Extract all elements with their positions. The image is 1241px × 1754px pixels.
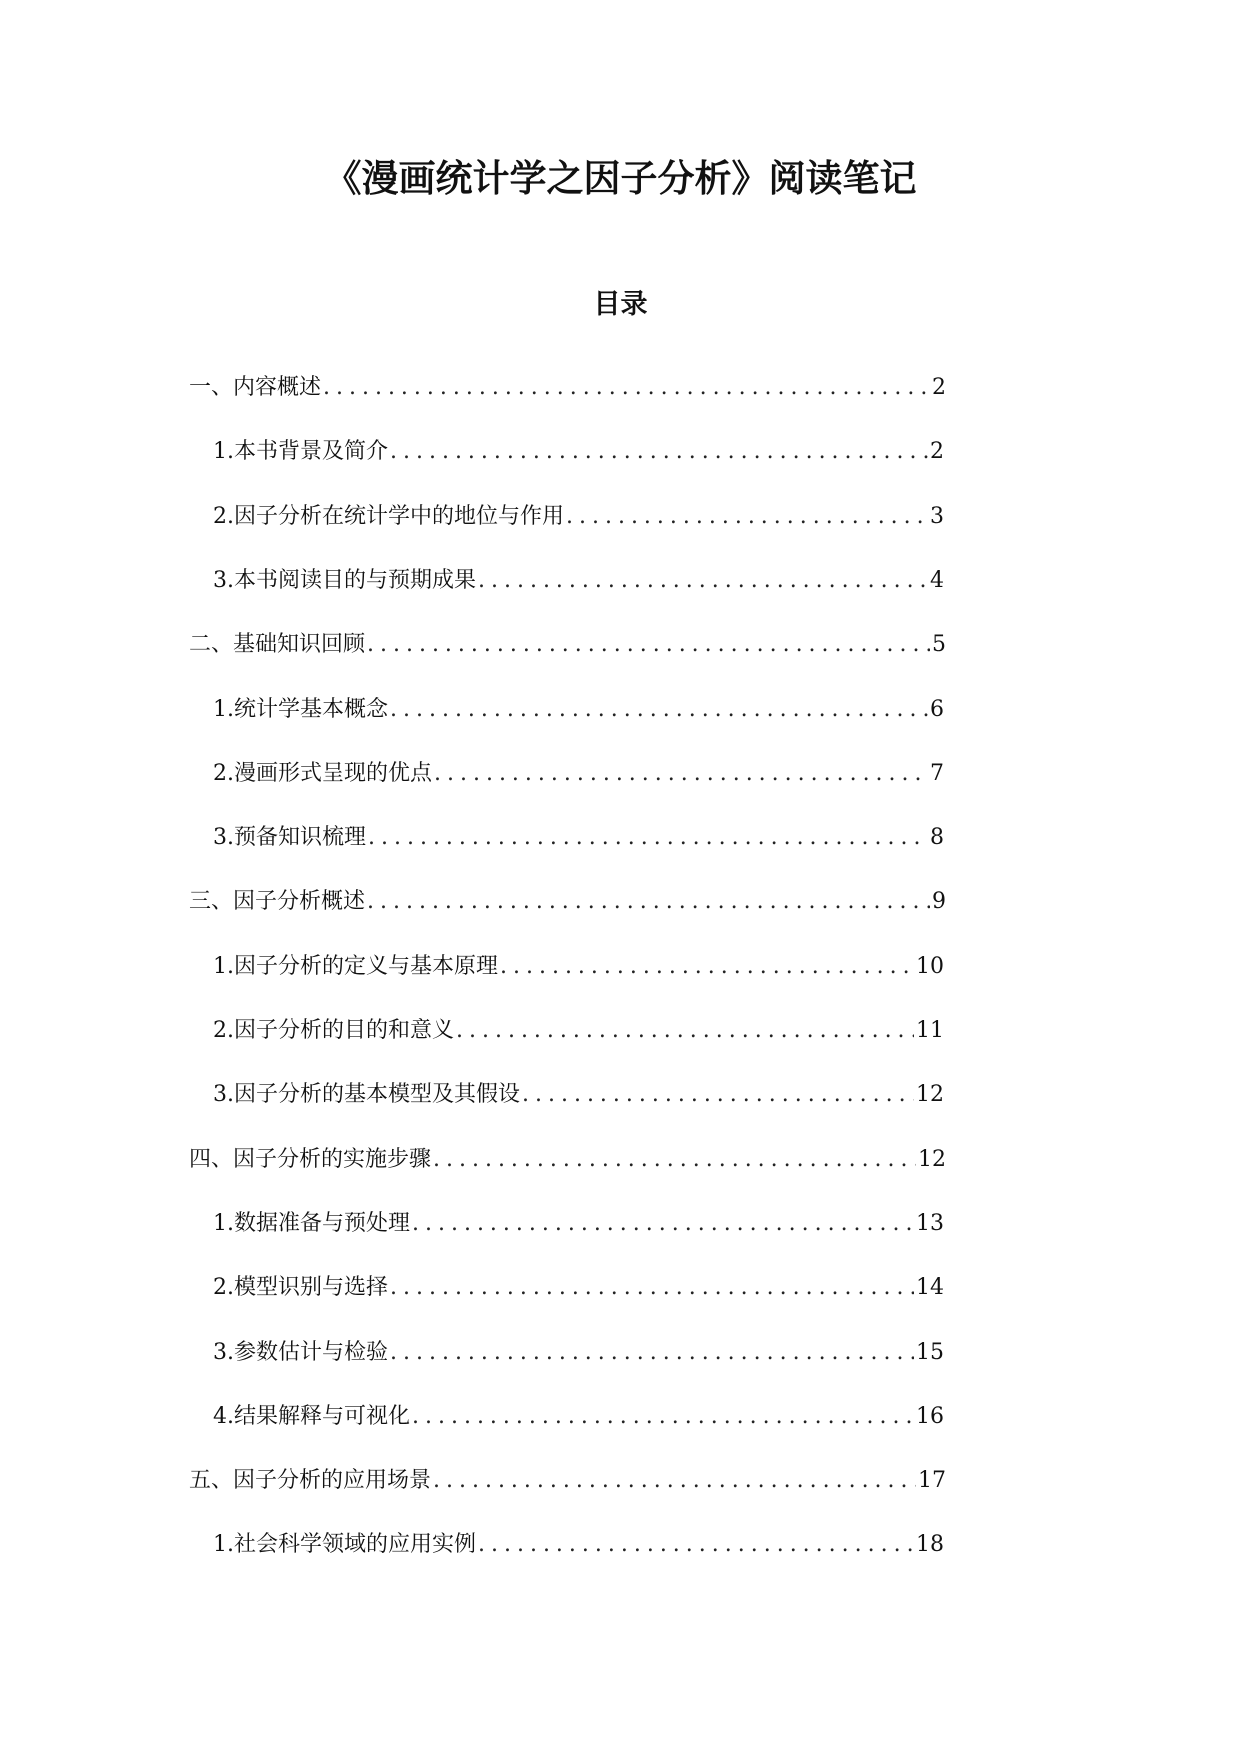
toc-entry[interactable] xyxy=(213,1209,944,1239)
toc-entry-label: 社会科学领域的应用实例 xyxy=(234,1532,477,1558)
toc-entry-page: 12 xyxy=(918,1146,946,1172)
toc-dot-leader xyxy=(323,373,930,403)
toc-entry-number: 2. xyxy=(213,1275,234,1301)
toc-entry-page: 5 xyxy=(932,632,946,658)
toc-entry-label: 本书阅读目的与预期成果 xyxy=(234,567,477,593)
toc-entry-number: 4. xyxy=(213,1403,234,1429)
toc-entry-page: 2 xyxy=(930,439,944,465)
toc-entry[interactable] xyxy=(213,952,944,982)
toc-entry[interactable] xyxy=(189,887,946,917)
toc-entry-label: 数据准备与预处理 xyxy=(234,1210,411,1236)
toc-entry-page: 4 xyxy=(930,567,944,593)
toc-entry-page: 11 xyxy=(916,1018,944,1043)
toc-entry[interactable] xyxy=(189,1466,946,1496)
toc-entry[interactable] xyxy=(189,630,946,660)
toc-entry-number: 1. xyxy=(213,696,234,722)
toc-entry-page: 8 xyxy=(930,825,944,851)
toc-entry[interactable] xyxy=(213,759,944,789)
toc-dot-leader xyxy=(566,502,928,532)
toc-entry[interactable] xyxy=(189,373,946,403)
toc-entry-label: 漫画形式呈现的优点 xyxy=(234,760,433,786)
toc-dot-leader xyxy=(390,437,928,467)
toc-entry-number: 1. xyxy=(213,1532,234,1558)
toc-entry-number: 1. xyxy=(213,439,234,465)
toc-dot-leader xyxy=(456,1016,914,1046)
toc-entry[interactable] xyxy=(213,1080,944,1110)
toc-entry-number: 3. xyxy=(213,1339,234,1365)
toc-dot-leader xyxy=(390,695,928,725)
toc-dot-leader xyxy=(433,1145,916,1175)
toc-entry-page: 17 xyxy=(918,1468,946,1494)
toc-dot-leader xyxy=(368,823,928,853)
toc-entry-number: 3. xyxy=(213,567,234,593)
toc-entry-label: 统计学基本概念 xyxy=(234,696,389,722)
toc-entry-number: 1. xyxy=(213,953,234,979)
toc-entry-page: 13 xyxy=(916,1210,944,1236)
toc-entry-page: 18 xyxy=(916,1532,944,1558)
toc-entry[interactable] xyxy=(213,1273,944,1303)
toc-entry-page: 16 xyxy=(916,1403,944,1429)
toc-entry-label: 因子分析的定义与基本原理 xyxy=(234,953,499,979)
toc-entry-page: 14 xyxy=(916,1275,944,1301)
toc-entry-label: 一、内容概述 xyxy=(189,375,322,400)
toc-entry-label: 二、基础知识回顾 xyxy=(189,632,366,658)
toc-entry[interactable] xyxy=(213,502,944,532)
toc-dot-leader xyxy=(367,887,930,917)
toc-entry[interactable] xyxy=(213,1338,944,1368)
toc-heading: 目录 xyxy=(593,289,648,320)
toc-entry[interactable] xyxy=(213,437,944,467)
toc-entry-page: 2 xyxy=(932,375,946,400)
toc-dot-leader xyxy=(390,1273,914,1303)
toc-entry[interactable] xyxy=(213,566,944,596)
toc-entry-number: 2. xyxy=(213,503,234,529)
toc-entry[interactable] xyxy=(189,1145,946,1175)
toc-entry-number: 3. xyxy=(213,825,234,851)
toc-dot-leader xyxy=(433,1466,916,1496)
toc-entry-page: 15 xyxy=(916,1339,944,1365)
toc-entry[interactable] xyxy=(213,1402,944,1432)
toc-entry[interactable] xyxy=(213,1530,944,1560)
toc-entry-page: 6 xyxy=(930,696,944,722)
toc-entry-page: 7 xyxy=(930,760,944,786)
toc-entry-page: 10 xyxy=(916,953,944,979)
toc-dot-leader xyxy=(367,630,930,660)
toc-entry-label: 四、因子分析的实施步骤 xyxy=(189,1146,432,1172)
toc-entry[interactable] xyxy=(213,823,944,853)
toc-entry-label: 因子分析的基本模型及其假设 xyxy=(234,1082,521,1108)
toc-dot-leader xyxy=(412,1402,914,1432)
toc-entry-number: 2. xyxy=(213,760,234,786)
toc-dot-leader xyxy=(434,759,928,789)
document-title: 《漫画统计学之因子分析》阅读笔记 xyxy=(324,157,917,200)
toc-dot-leader xyxy=(500,952,914,982)
toc-entry-label: 参数估计与检验 xyxy=(234,1339,389,1365)
toc-dot-leader xyxy=(390,1338,914,1368)
toc-entry-label: 结果解释与可视化 xyxy=(234,1403,411,1429)
toc-entry-label: 模型识别与选择 xyxy=(234,1275,389,1301)
toc-entry-label: 因子分析在统计学中的地位与作用 xyxy=(234,503,565,529)
toc-entry-label: 预备知识梳理 xyxy=(234,825,367,851)
toc-entry[interactable] xyxy=(213,1016,944,1046)
toc-dot-leader xyxy=(478,1530,914,1560)
toc-dot-leader xyxy=(412,1209,914,1239)
toc-dot-leader xyxy=(478,566,928,596)
toc-entry-label: 因子分析的目的和意义 xyxy=(234,1018,455,1043)
toc-entry-number: 3. xyxy=(213,1082,234,1108)
toc-entry-label: 三、因子分析概述 xyxy=(189,889,366,915)
toc-entry-page: 9 xyxy=(932,889,946,915)
toc-entry[interactable] xyxy=(213,695,944,725)
toc-dot-leader xyxy=(522,1080,914,1110)
toc-entry-page: 12 xyxy=(916,1082,944,1108)
toc-entry-number: 1. xyxy=(213,1210,234,1236)
toc-entry-number: 2. xyxy=(213,1018,234,1043)
toc-entry-label: 五、因子分析的应用场景 xyxy=(189,1468,432,1494)
toc-entry-page: 3 xyxy=(930,503,944,529)
toc-entry-label: 本书背景及简介 xyxy=(234,439,389,465)
